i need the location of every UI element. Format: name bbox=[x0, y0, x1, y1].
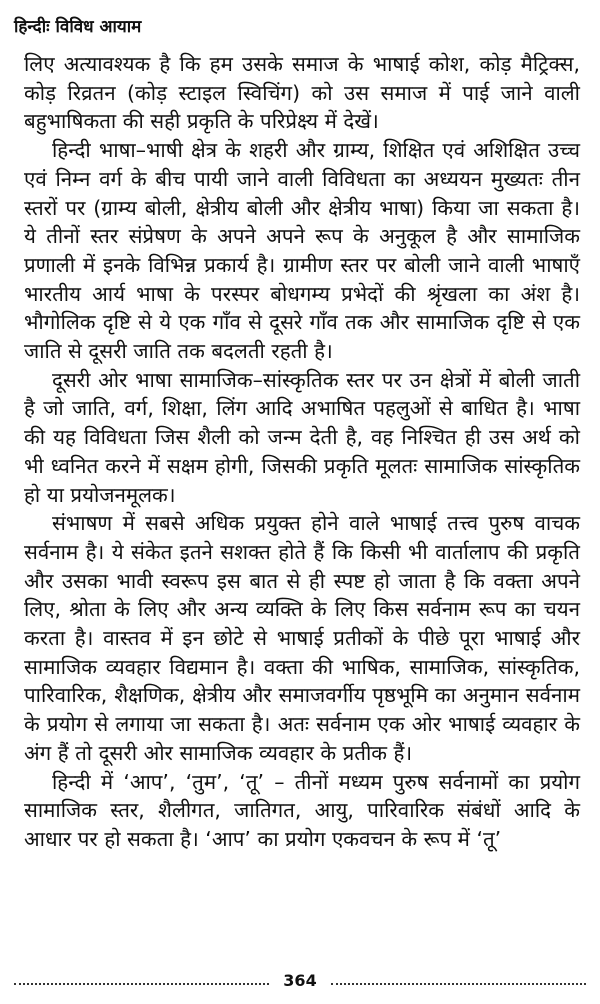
body-text bbox=[24, 50, 580, 854]
page-number: 364 bbox=[283, 970, 317, 990]
paragraph: दूसरी ओर भाषा सामाजिक–सांस्कृतिक स्तर पर उन क्षेत्रों में बोली जाती है जो जाति, वर्ग, शिक्षा, लिंग आदि अभाषित पहलुओं से बाधित है। भाषा की यह विविधता जिस शैली को जन्म देती है, वह निश्चित ही उस अर्थ को भी ध्वनित करने में सक्षम होगी, जिसकी प्रकृति मूलतः सामाजिक सांस्कृतिक हो या प्रयोजनमूलक। bbox=[24, 367, 580, 507]
paragraph: संभाषण में सबसे अधिक प्रयुक्त होने वाले भाषाई तत्त्व पुरुष वाचक सर्वनाम है। ये संकेत इतने सशक्त होते हैं कि किसी भी वार्तालाप की प्रकृति और उसका भावी स्वरूप इस बात से ही स्पष्ट हो जाता है कि वक्ता अपने लिए, श्रोता के लिए और अन्य व्यक्ति के लिए किस सर्वनाम रूप का चयन करता है। वास्तव में इन छोटे से भाषाई प्रतीकों के पीछे पूरा भाषाई और सामाजिक व्यवहार विद्यमान है। वक्ता की भाषिक, सामाजिक, सांस्कृतिक, पारिवारिक, शैक्षणिक, क्षेत्रीय और समाजवर्गीय पृष्ठभूमि का अनुमान सर्वनाम के प्रयोग से लगाया जा सकता है। अतः सर्वनाम एक ओर भाषाई व्यवहार के अंग हैं तो दूसरी ओर सामाजिक व्यवहार के प्रतीक हैं। bbox=[24, 511, 580, 765]
page-footer bbox=[14, 966, 586, 994]
paragraph-continued: लिए अत्यावश्यक है कि हम उसके समाज के भाषाई कोश, कोड़ मैट्रिक्स, कोड़ रिव्रतन (कोड़ स्टाइल स्विचिंग) को उस समाज में पाई जाने वाली बहुभाषिकता की सही प्रकृति के परिप्रेक्ष्य में देखें। bbox=[24, 52, 580, 134]
paragraph: हिन्दी में ‘आप’, ‘तुम’, ‘तू’ – तीनों मध्यम पुरुष सर्वनामों का प्रयोग सामाजिक स्तर, शैलीगत, जातिगत, आयु, पारिवारिक संबंधों आदि के आधार पर हो सकता है। ‘आप’ का प्रयोग एकवचन के रूप में ‘तू’ bbox=[24, 769, 580, 851]
paragraph: हिन्दी भाषा–भाषी क्षेत्र के शहरी और ग्राम्य, शिक्षित एवं अशिक्षित उच्च एवं निम्न वर्ग के बीच पायी जाने वाली विविधता का अध्ययन मुख्यतः तीन स्तरों पर (ग्राम्य बोली, क्षेत्रीय बोली और क्षेत्रीय भाषा) किया जा सकता है। ये तीनों स्तर संप्रेषण के अपने अपने रूप के अनुकूल है और सामाजिक प्रणाली में इनके विभिन्न प्रकार्य है। ग्रामीण स्तर पर बोली जाने वाली भाषाएँ भारतीय आर्य भाषा के परस्पर बोधगम्य प्रभेदों की श्रृंखला का अंश है। भौगोलिक दृष्टि से ये एक गाँव से दूसरे गाँव तक और सामाजिक दृष्टि से एक जाति से दूसरी जाति तक बदलती रहती है। bbox=[24, 138, 580, 364]
footer-rule-right bbox=[331, 983, 586, 985]
running-header-title: हिन्दीः विविध आयाम bbox=[14, 17, 142, 37]
footer-rule-left bbox=[14, 983, 269, 985]
